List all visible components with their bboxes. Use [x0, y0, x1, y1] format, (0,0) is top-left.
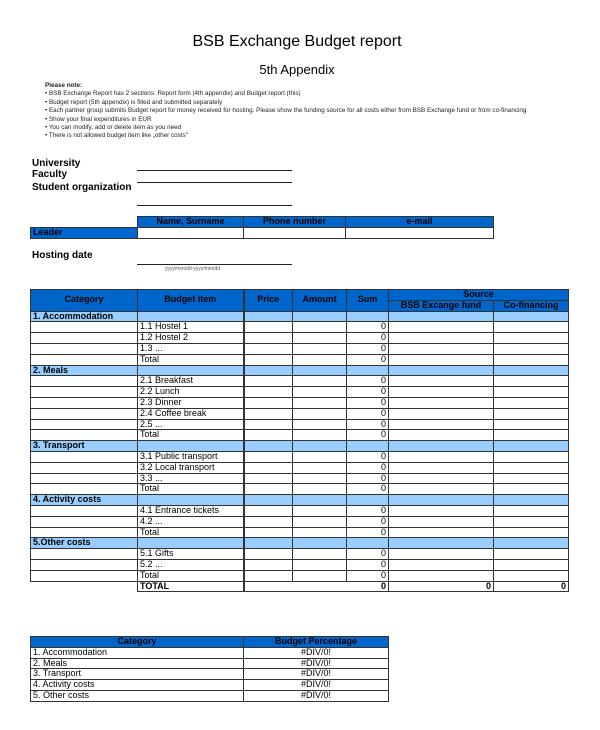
- price-cell[interactable]: [244, 505, 293, 516]
- cofinancing-cell[interactable]: [494, 333, 569, 344]
- table-row: [31, 462, 569, 473]
- section-name: 4. Activity costs: [31, 495, 138, 506]
- category-cell[interactable]: [31, 397, 138, 408]
- category-cell: 3. Transport: [31, 669, 244, 680]
- bsb-fund-cell[interactable]: [389, 333, 494, 344]
- cofinancing-cell[interactable]: [494, 559, 569, 570]
- category-cell[interactable]: [31, 559, 138, 570]
- table-row: [31, 559, 569, 570]
- section-cell: [293, 311, 347, 322]
- budget-item[interactable]: Total: [138, 570, 244, 581]
- header-phone: Phone number: [244, 217, 346, 228]
- sum-cell: 0: [347, 408, 389, 419]
- category-cell[interactable]: [31, 354, 138, 365]
- percentage-cell: #DIV/0!: [244, 680, 389, 691]
- amount-cell[interactable]: [293, 408, 347, 419]
- sum-cell: 0: [347, 527, 389, 538]
- header-category: Category: [31, 637, 244, 648]
- budget-item[interactable]: 2.5 ...: [138, 419, 244, 430]
- sum-cell: 0: [347, 570, 389, 581]
- amount-cell[interactable]: [293, 333, 347, 344]
- bsb-fund-cell[interactable]: [389, 322, 494, 333]
- amount-cell[interactable]: [293, 343, 347, 354]
- table-row: [31, 680, 389, 691]
- header-sum: Sum: [347, 290, 389, 312]
- section-row: [31, 365, 569, 376]
- cofinancing-cell[interactable]: [494, 376, 569, 387]
- cofinancing-cell[interactable]: [494, 343, 569, 354]
- section-cell: [138, 495, 244, 506]
- category-cell[interactable]: [31, 527, 138, 538]
- price-cell[interactable]: [244, 559, 293, 570]
- section-row: [31, 311, 569, 322]
- bsb-fund-cell[interactable]: [389, 451, 494, 462]
- grand-total-cofinancing: 0: [494, 581, 569, 592]
- budget-item[interactable]: 3.3 ...: [138, 473, 244, 484]
- cofinancing-cell[interactable]: [494, 387, 569, 398]
- cofinancing-cell[interactable]: [494, 549, 569, 560]
- bsb-fund-cell[interactable]: [389, 343, 494, 354]
- table-row: [31, 516, 569, 527]
- category-cell[interactable]: [31, 473, 138, 484]
- price-cell[interactable]: [244, 343, 293, 354]
- section-row: [31, 441, 569, 452]
- table-row: [31, 387, 569, 398]
- section-cell: [244, 495, 293, 506]
- section-cell: [138, 538, 244, 549]
- section-cell: [494, 365, 569, 376]
- section-row: [31, 538, 569, 549]
- category-cell[interactable]: [31, 343, 138, 354]
- section-name: 1. Accommodation: [31, 311, 138, 322]
- budget-item[interactable]: 2.3 Dinner: [138, 397, 244, 408]
- budget-item[interactable]: 4.1 Entrance tickets: [138, 505, 244, 516]
- header-category: Category: [31, 290, 138, 312]
- percentage-cell: #DIV/0!: [244, 658, 389, 669]
- section-cell: [347, 311, 389, 322]
- table-row: [31, 397, 569, 408]
- notes-heading: Please note:: [45, 82, 83, 89]
- amount-cell[interactable]: [293, 354, 347, 365]
- header-budget-percentage: Budget Percentage: [244, 637, 389, 648]
- bsb-fund-cell[interactable]: [389, 376, 494, 387]
- cofinancing-cell[interactable]: [494, 354, 569, 365]
- price-cell[interactable]: [244, 484, 293, 495]
- sum-cell: 0: [347, 473, 389, 484]
- budget-item[interactable]: Total: [138, 354, 244, 365]
- budget-item[interactable]: Total: [138, 527, 244, 538]
- amount-cell[interactable]: [293, 549, 347, 560]
- sum-cell: 0: [347, 516, 389, 527]
- cofinancing-cell[interactable]: [494, 419, 569, 430]
- bsb-fund-cell[interactable]: [389, 462, 494, 473]
- section-cell: [293, 441, 347, 452]
- note-item: • You can modify, add or delete item as you need: [45, 124, 182, 132]
- grand-total-sum: 0: [244, 581, 389, 592]
- price-cell[interactable]: [244, 451, 293, 462]
- bsb-fund-cell[interactable]: [389, 570, 494, 581]
- sum-cell: 0: [347, 451, 389, 462]
- amount-cell[interactable]: [293, 451, 347, 462]
- price-cell[interactable]: [244, 354, 293, 365]
- amount-cell[interactable]: [293, 570, 347, 581]
- header-cofinancing: Co-financing: [494, 300, 569, 311]
- note-item: • Show your final expenditures in EUR: [45, 115, 152, 123]
- sum-cell: 0: [347, 376, 389, 387]
- bsb-fund-cell[interactable]: [389, 354, 494, 365]
- section-cell: [494, 441, 569, 452]
- note-item: • Budget report (5th appendix) is filled and submitted separately: [45, 98, 223, 106]
- table-row: [31, 473, 569, 484]
- cofinancing-cell[interactable]: [494, 527, 569, 538]
- page-title: BSB Exchange Budget report: [192, 33, 402, 50]
- budget-item[interactable]: 2.4 Coffee break: [138, 408, 244, 419]
- table-row: [31, 570, 569, 581]
- amount-cell[interactable]: [293, 322, 347, 333]
- budget-table: [30, 289, 569, 592]
- bsb-fund-cell[interactable]: [389, 516, 494, 527]
- leader-label: Leader: [31, 227, 138, 238]
- section-cell: [244, 441, 293, 452]
- section-row: [31, 495, 569, 506]
- category-cell[interactable]: [31, 462, 138, 473]
- budget-item[interactable]: 4.2 ...: [138, 516, 244, 527]
- header-price: Price: [244, 290, 293, 312]
- hosting-date-label: Hosting date: [32, 250, 93, 261]
- header-amount: Amount: [293, 290, 347, 312]
- sum-cell: 0: [347, 430, 389, 441]
- category-cell[interactable]: [31, 419, 138, 430]
- notes: [45, 82, 565, 141]
- table-row: [31, 419, 569, 430]
- category-cell: 2. Meals: [31, 658, 244, 669]
- sum-cell: 0: [347, 462, 389, 473]
- section-cell: [138, 365, 244, 376]
- leader-phone-cell[interactable]: [244, 227, 346, 238]
- university-field[interactable]: [137, 170, 292, 171]
- category-cell[interactable]: [31, 570, 138, 581]
- table-row: [31, 658, 389, 669]
- grand-total-bsb: 0: [389, 581, 494, 592]
- section-cell: [138, 311, 244, 322]
- amount-cell[interactable]: [293, 462, 347, 473]
- grand-total-label: TOTAL: [138, 581, 244, 592]
- percentage-cell: #DIV/0!: [244, 647, 389, 658]
- header-budget-item: Budget item: [138, 290, 244, 312]
- table-row: [31, 376, 569, 387]
- category-cell[interactable]: [31, 451, 138, 462]
- page-subtitle: 5th Appendix: [259, 62, 335, 77]
- leader-name-cell[interactable]: [138, 227, 244, 238]
- price-cell[interactable]: [244, 322, 293, 333]
- table-row: [31, 408, 569, 419]
- amount-cell[interactable]: [293, 430, 347, 441]
- section-cell: [494, 495, 569, 506]
- amount-cell[interactable]: [293, 397, 347, 408]
- sum-cell: 0: [347, 559, 389, 570]
- grand-total-row: [31, 581, 569, 592]
- table-row: [31, 690, 389, 701]
- budget-item[interactable]: 3.1 Public transport: [138, 451, 244, 462]
- price-cell[interactable]: [244, 430, 293, 441]
- price-cell[interactable]: [244, 397, 293, 408]
- amount-cell[interactable]: [293, 527, 347, 538]
- budget-item[interactable]: 2.2 Lunch: [138, 387, 244, 398]
- section-name: 3. Transport: [31, 441, 138, 452]
- section-cell: [293, 538, 347, 549]
- price-cell[interactable]: [244, 462, 293, 473]
- section-cell: [347, 365, 389, 376]
- bsb-fund-cell[interactable]: [389, 419, 494, 430]
- budget-item[interactable]: 1.3 ...: [138, 343, 244, 354]
- table-row: [31, 527, 569, 538]
- table-row: [31, 484, 569, 495]
- sum-cell: 0: [347, 343, 389, 354]
- price-cell[interactable]: [244, 333, 293, 344]
- percentage-cell: #DIV/0!: [244, 690, 389, 701]
- amount-cell[interactable]: [293, 559, 347, 570]
- category-cell[interactable]: [31, 376, 138, 387]
- price-cell[interactable]: [244, 387, 293, 398]
- budget-item[interactable]: Total: [138, 430, 244, 441]
- table-row: [31, 549, 569, 560]
- budget-item[interactable]: 1.2 Hostel 2: [138, 333, 244, 344]
- category-cell[interactable]: [31, 516, 138, 527]
- table-row: [31, 333, 569, 344]
- bsb-fund-cell[interactable]: [389, 397, 494, 408]
- budget-item[interactable]: 1.1 Hostel 1: [138, 322, 244, 333]
- cofinancing-cell[interactable]: [494, 451, 569, 462]
- category-cell: 1. Accommodation: [31, 647, 244, 658]
- bsb-fund-cell[interactable]: [389, 408, 494, 419]
- amount-cell[interactable]: [293, 505, 347, 516]
- category-cell[interactable]: [31, 322, 138, 333]
- cofinancing-cell[interactable]: [494, 516, 569, 527]
- section-cell: [244, 538, 293, 549]
- section-cell: [389, 441, 494, 452]
- sum-cell: 0: [347, 549, 389, 560]
- bsb-fund-cell[interactable]: [389, 559, 494, 570]
- price-cell[interactable]: [244, 408, 293, 419]
- category-cell[interactable]: [31, 505, 138, 516]
- section-cell: [138, 441, 244, 452]
- header-bsb-fund: BSB Excange fund: [389, 300, 494, 311]
- bsb-fund-cell[interactable]: [389, 484, 494, 495]
- date-format-hint: yyyy/mm/dd-yyyy/mm/dd: [165, 266, 221, 272]
- price-cell[interactable]: [244, 570, 293, 581]
- amount-cell[interactable]: [293, 387, 347, 398]
- student-org-label: Student organization: [32, 182, 132, 193]
- faculty-label: Faculty: [32, 169, 68, 180]
- leader-email-cell[interactable]: [346, 227, 494, 238]
- leader-table: [30, 216, 494, 239]
- university-label: University: [32, 158, 81, 169]
- table-row: [31, 343, 569, 354]
- category-cell: 5. Other costs: [31, 690, 244, 701]
- header-name: Name, Surname: [138, 217, 244, 228]
- section-cell: [389, 365, 494, 376]
- cofinancing-cell[interactable]: [494, 430, 569, 441]
- bsb-fund-cell[interactable]: [389, 430, 494, 441]
- table-row: [31, 354, 569, 365]
- section-cell: [347, 495, 389, 506]
- sum-cell: 0: [347, 387, 389, 398]
- bsb-fund-cell[interactable]: [389, 387, 494, 398]
- note-item: • BSB Exchange Report has 2 sections: Report form (4th appendix) and Budget report (this): [45, 90, 301, 98]
- budget-item[interactable]: Total: [138, 484, 244, 495]
- sum-cell: 0: [347, 505, 389, 516]
- bsb-fund-cell[interactable]: [389, 473, 494, 484]
- category-cell[interactable]: [31, 549, 138, 560]
- section-cell: [347, 538, 389, 549]
- category-cell[interactable]: [31, 430, 138, 441]
- cofinancing-cell[interactable]: [494, 462, 569, 473]
- category-cell[interactable]: [31, 484, 138, 495]
- bsb-fund-cell[interactable]: [389, 549, 494, 560]
- note-item: • Each partner group submits Budget report for money received for hosting. Please show the funding source for all costs either from BSB Exchange fund or from co-financing: [45, 107, 527, 115]
- budget-item[interactable]: 5.1 Gifts: [138, 549, 244, 560]
- faculty-field[interactable]: [137, 182, 292, 183]
- price-cell[interactable]: [244, 527, 293, 538]
- bsb-fund-cell[interactable]: [389, 505, 494, 516]
- table-row: [31, 647, 389, 658]
- category-cell[interactable]: [31, 408, 138, 419]
- table-row: [31, 430, 569, 441]
- sum-cell: 0: [347, 333, 389, 344]
- sum-cell: 0: [347, 397, 389, 408]
- header-source: Source: [389, 290, 569, 301]
- cofinancing-cell[interactable]: [494, 570, 569, 581]
- percentage-table: [30, 636, 389, 702]
- section-cell: [389, 311, 494, 322]
- amount-cell[interactable]: [293, 419, 347, 430]
- cofinancing-cell[interactable]: [494, 322, 569, 333]
- sum-cell: 0: [347, 354, 389, 365]
- section-cell: [293, 365, 347, 376]
- section-cell: [244, 365, 293, 376]
- category-cell: 4. Activity costs: [31, 680, 244, 691]
- price-cell[interactable]: [244, 516, 293, 527]
- cofinancing-cell[interactable]: [494, 484, 569, 495]
- hosting-date-field[interactable]: [137, 264, 292, 265]
- amount-cell[interactable]: [293, 376, 347, 387]
- budget-item[interactable]: 5.2 ...: [138, 559, 244, 570]
- header-email: e-mail: [346, 217, 494, 228]
- section-cell: [293, 495, 347, 506]
- section-cell: [389, 495, 494, 506]
- student-org-field[interactable]: [137, 205, 292, 206]
- section-cell: [347, 441, 389, 452]
- section-name: 2. Meals: [31, 365, 138, 376]
- category-cell[interactable]: [31, 333, 138, 344]
- price-cell[interactable]: [244, 376, 293, 387]
- budget-item[interactable]: 3.2 Local transport: [138, 462, 244, 473]
- sum-cell: 0: [347, 484, 389, 495]
- section-name: 5.Other costs: [31, 538, 138, 549]
- note-item: • There is not allowed budget item like „other costs": [45, 132, 188, 140]
- category-cell[interactable]: [31, 387, 138, 398]
- empty-cell: [31, 581, 138, 592]
- percentage-cell: #DIV/0!: [244, 669, 389, 680]
- table-row: [31, 669, 389, 680]
- table-row: [31, 505, 569, 516]
- section-cell: [494, 538, 569, 549]
- section-cell: [494, 311, 569, 322]
- budget-item[interactable]: 2.1 Breakfast: [138, 376, 244, 387]
- sum-cell: 0: [347, 419, 389, 430]
- section-cell: [244, 311, 293, 322]
- amount-cell[interactable]: [293, 484, 347, 495]
- price-cell[interactable]: [244, 473, 293, 484]
- price-cell[interactable]: [244, 549, 293, 560]
- cofinancing-cell[interactable]: [494, 408, 569, 419]
- cofinancing-cell[interactable]: [494, 505, 569, 516]
- bsb-fund-cell[interactable]: [389, 527, 494, 538]
- amount-cell[interactable]: [293, 516, 347, 527]
- cofinancing-cell[interactable]: [494, 473, 569, 484]
- section-cell: [389, 538, 494, 549]
- price-cell[interactable]: [244, 419, 293, 430]
- amount-cell[interactable]: [293, 473, 347, 484]
- table-row: [31, 451, 569, 462]
- cofinancing-cell[interactable]: [494, 397, 569, 408]
- sum-cell: 0: [347, 322, 389, 333]
- table-row: [31, 322, 569, 333]
